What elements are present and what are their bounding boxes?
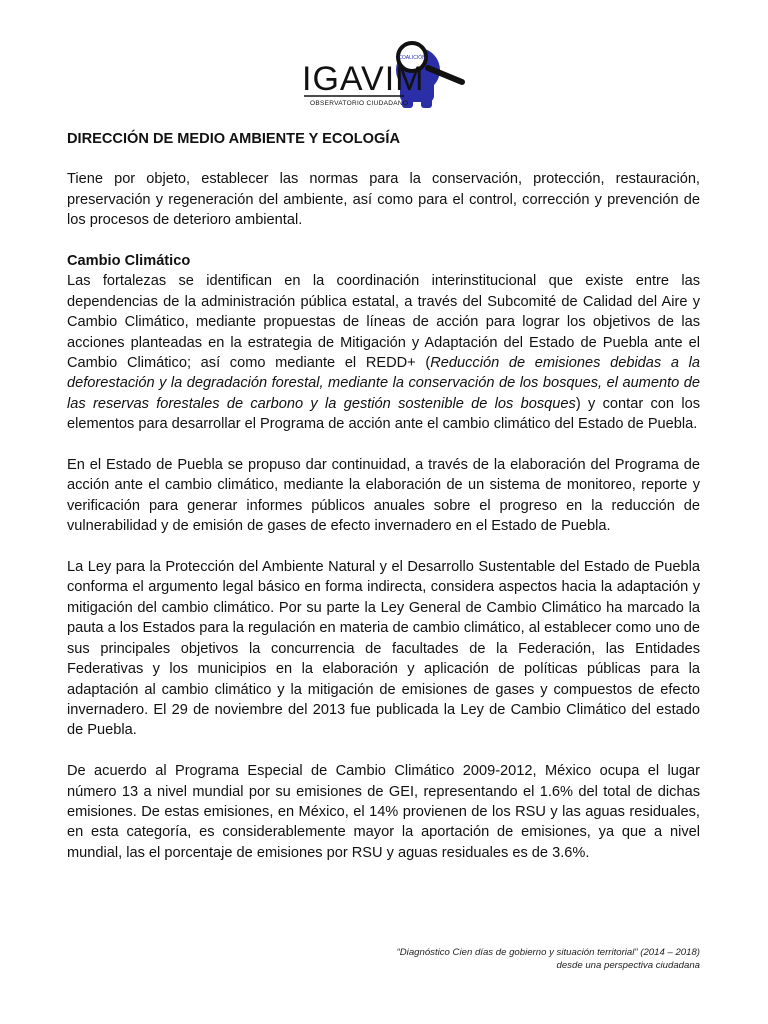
footer-line-1: “Diagnóstico Cien días de gobierno y situación territorial” (2014 – 2018) [396, 947, 700, 958]
paragraph-1-end: ) y contar con los elementos para desarrollar el Programa de acción ante el cambio climático del Estado de Puebla. [67, 395, 700, 433]
igavim-logo-graphic [300, 32, 470, 114]
logo-subtitle: OBSERVATORIO CIUDADANO [310, 100, 409, 107]
document-body [67, 129, 700, 884]
section-title: Cambio Climático [67, 253, 191, 270]
redd-definition: Reducción de emisiones debidas a la deforestación y la degradación forestal, mediante la conservación de los bosques, el aumento de las reservas forestales de carbono y la gestión sostenible de los bosques [67, 355, 701, 412]
igavim-logo [300, 32, 470, 114]
logo-wordmark: IGAVIM [302, 60, 425, 98]
intro-paragraph: Tiene por objeto, establecer las normas para la conservación, protección, restauración, preservación y regeneración del ambiente, así como para el control, corrección y prevención de los procesos de deterioro ambiental. [67, 171, 700, 229]
paragraph-2: En el Estado de Puebla se propuso dar continuidad, a través de la elaboración del Programa de acción ante el cambio climático, mediante la elaboración de un sistema de monitoreo, reporte y verificación para generar informes públicos anuales sobre el progreso en la reducción de vulnerabilidad y de emisión de gases de efecto invernadero en el Estado de Puebla. [67, 457, 700, 535]
footer-line-2: desde una perspectiva ciudadana [556, 960, 700, 971]
page-title: DIRECCIÓN DE MEDIO AMBIENTE Y ECOLOGÍA [67, 131, 400, 147]
paragraph-3: La Ley para la Protección del Ambiente Natural y el Desarrollo Sustentable del Estado de Puebla conforma el argumento legal básico en forma indirecta, considera aspectos hacia la adaptación y mitigación del cambio climático. Por su parte la Ley General de Cambio Climático ha marcado la pauta a los Estados para la regulación en materia de cambio climático, al establecer como uno de sus principales objetivos la concurrencia de facultades de la Federación, las Entidades Federativas y los municipios en la elaboración y aplicación de políticas públicas para la adaptación al cambio climático y la mitigación de emisiones de gases y compuestos de efecto invernadero. El 29 de noviembre del 2013 fue publicada la Ley de Cambio Climático del estado de Puebla. [67, 559, 700, 739]
paragraph-4: De acuerdo al Programa Especial de Cambio Climático 2009-2012, México ocupa el lugar número 13 a nivel mundial por su emisiones de GEI, representando el 1.6% del total de dichas emisiones. De estas emisiones, en México, el 14% provienen de los RSU y las aguas residuales, en esta categoría, es considerablemente mayor la aportación de emisiones, ya que a nivel mundial, las el porcentaje de emisiones por RSU y aguas residuales es de 3.6%. [67, 763, 700, 861]
paragraph-1-start: Las fortalezas se identifican en la coordinación interinstitucional que existe entre las dependencias de la administración pública estatal, a través del Subcomité de Calidad del Aire y Cambio Climático, mediante propuestas de líneas de acción para lograr los objetivos de las acciones planteadas en la estrategia de Mitigación y Adaptación del Estado de Puebla ante el Cambio Climático; así como mediante el REDD+ ( [67, 273, 700, 372]
paragraph-1 [67, 271, 700, 434]
page-footer [280, 946, 700, 972]
logo-badge-text: COALICIÓN [398, 55, 426, 61]
